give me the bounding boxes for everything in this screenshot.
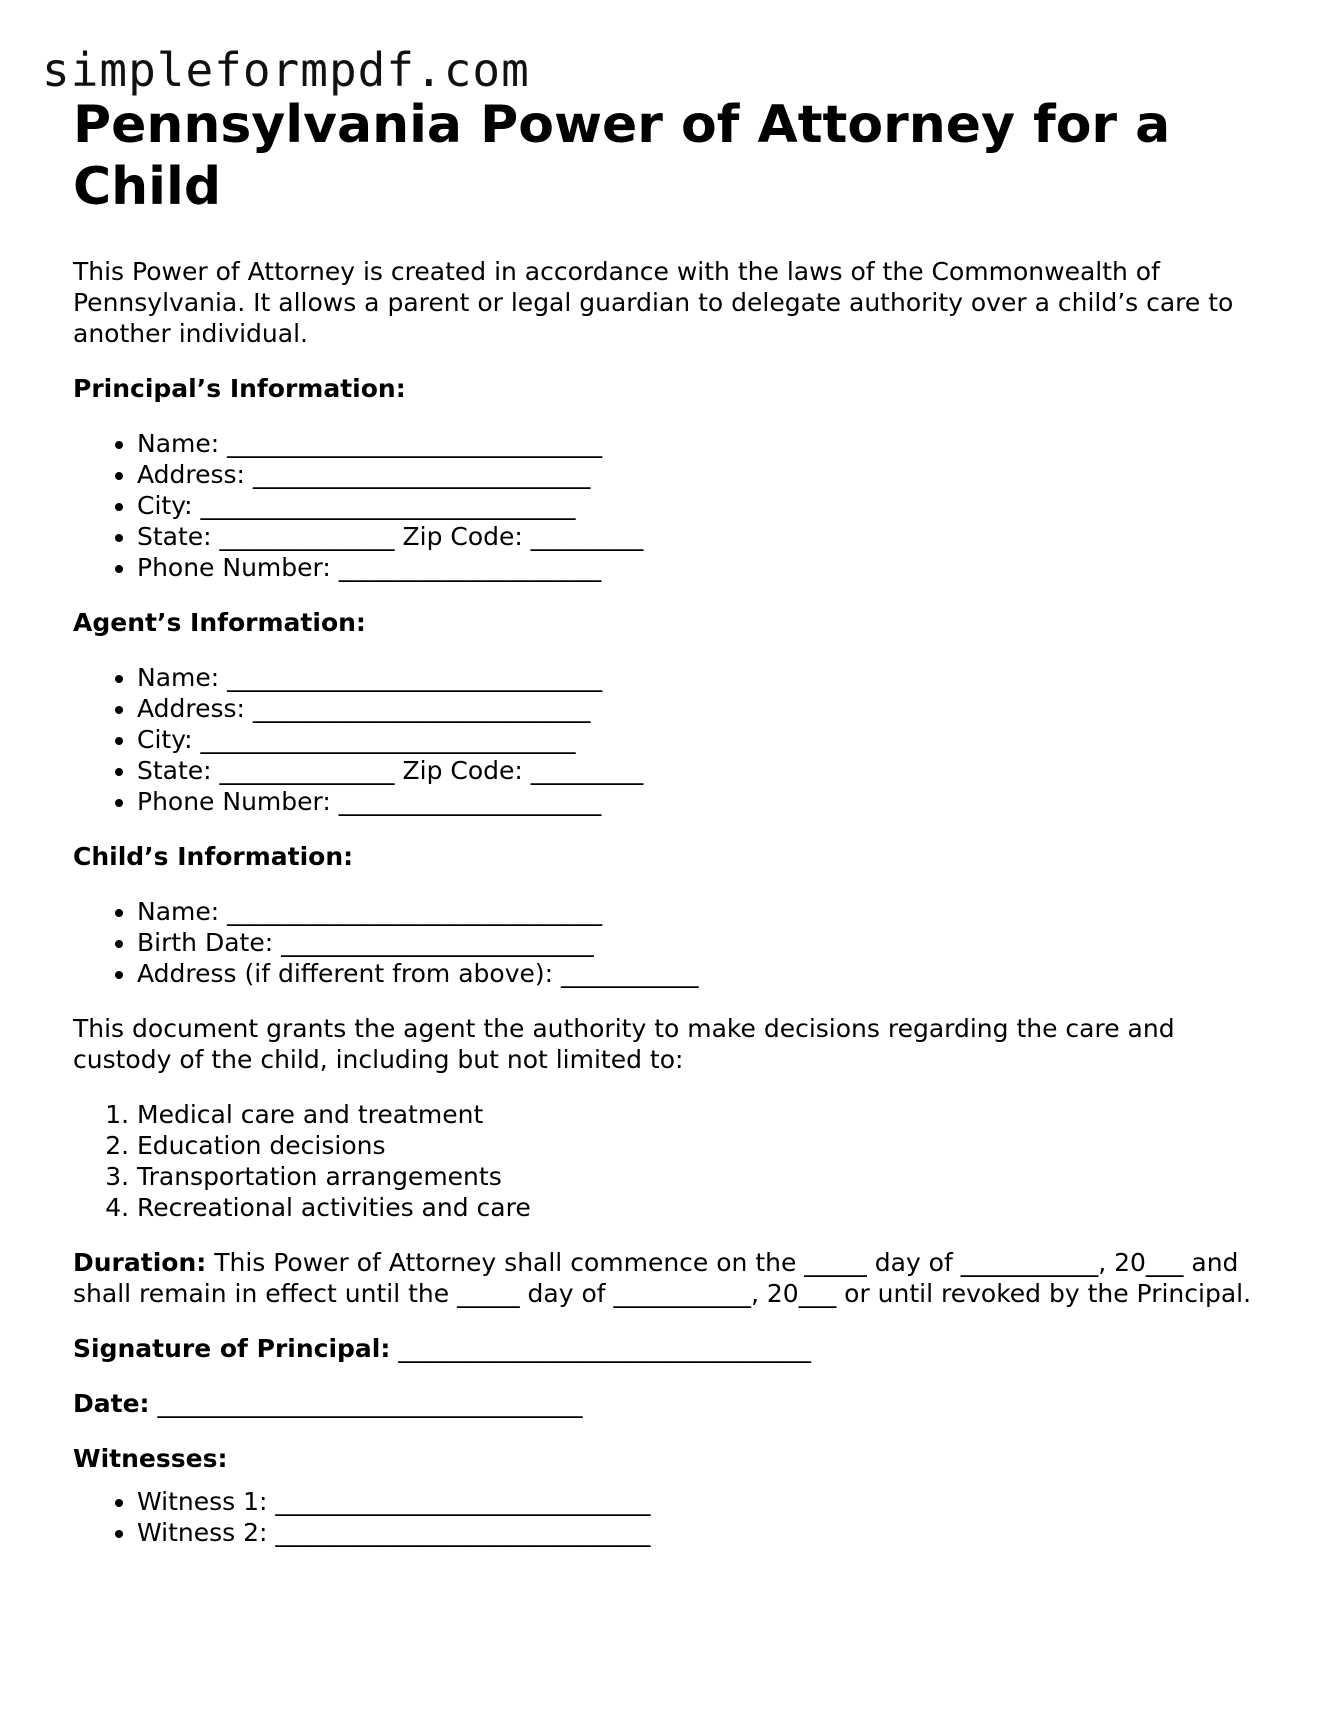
agent-address-field[interactable]: • Address: ___________________________ (137, 693, 1253, 724)
principal-fields (73, 428, 1253, 583)
child-birthdate-field[interactable]: • Birth Date: _________________________ (137, 927, 1253, 958)
authority-item: 3. Transportation arrangements (137, 1161, 1253, 1192)
authority-item: 4. Recreational activities and care (137, 1192, 1253, 1223)
authority-item: 1. Medical care and treatment (137, 1099, 1253, 1130)
witness-fields (73, 1486, 1253, 1548)
principal-signature-line[interactable] (73, 1333, 1253, 1364)
witnesses-heading: Witnesses: (73, 1444, 228, 1473)
principal-city-field[interactable]: • City: ______________________________ (137, 490, 1253, 521)
agent-name-field[interactable]: • Name: ______________________________ (137, 662, 1253, 693)
authority-paragraph: This document grants the agent the authority to make decisions regarding the care and custody of the child, including but not limited to: (73, 1014, 1175, 1074)
form-document (73, 94, 1253, 1548)
document-title: Pennsylvania Power of Attorney for a Child (73, 95, 1171, 217)
child-address-field[interactable]: • Address (if different from above): ___________ (137, 958, 1253, 989)
site-watermark: simpleformpdf.com (42, 43, 530, 97)
intro-paragraph: This Power of Attorney is created in accordance with the laws of the Commonwealth of Pennsylvania. It allows a parent or legal guardian to delegate authority over a child’s care to another individual. (73, 257, 1234, 348)
agent-fields (73, 662, 1253, 817)
date-line[interactable] (73, 1388, 1253, 1419)
child-name-field[interactable]: • Name: ______________________________ (137, 896, 1253, 927)
date-label: Date: (73, 1389, 150, 1418)
principal-address-field[interactable]: • Address: ___________________________ (137, 459, 1253, 490)
signature-blank: _________________________________ (390, 1334, 811, 1363)
agent-heading: Agent’s Information: (73, 608, 366, 637)
authority-list (73, 1099, 1253, 1223)
agent-phone-field[interactable]: • Phone Number: _____________________ (137, 786, 1253, 817)
authority-item: 2. Education decisions (137, 1130, 1253, 1161)
principal-phone-field[interactable]: • Phone Number: _____________________ (137, 552, 1253, 583)
principal-name-field[interactable]: • Name: ______________________________ (137, 428, 1253, 459)
duration-text: This Power of Attorney shall commence on the _____ day of ___________, 20___ and shall remain in effect until the _____ day of ___________, 20___ or until revoked by the Principal. (73, 1248, 1252, 1308)
principal-heading: Principal’s Information: (73, 374, 406, 403)
child-fields (73, 896, 1253, 989)
agent-city-field[interactable]: • City: ______________________________ (137, 724, 1253, 755)
agent-state-zip-field[interactable]: • State: ______________ Zip Code: _________ (137, 755, 1253, 786)
witness-2-field[interactable]: • Witness 2: ______________________________ (137, 1517, 1253, 1548)
signature-label: Signature of Principal: (73, 1334, 391, 1363)
duration-paragraph[interactable] (73, 1247, 1253, 1309)
witness-1-field[interactable]: • Witness 1: ______________________________ (137, 1486, 1253, 1517)
principal-state-zip-field[interactable]: • State: ______________ Zip Code: _________ (137, 521, 1253, 552)
duration-label: Duration: (73, 1248, 207, 1277)
date-blank: __________________________________ (149, 1389, 583, 1418)
child-heading: Child’s Information: (73, 842, 354, 871)
